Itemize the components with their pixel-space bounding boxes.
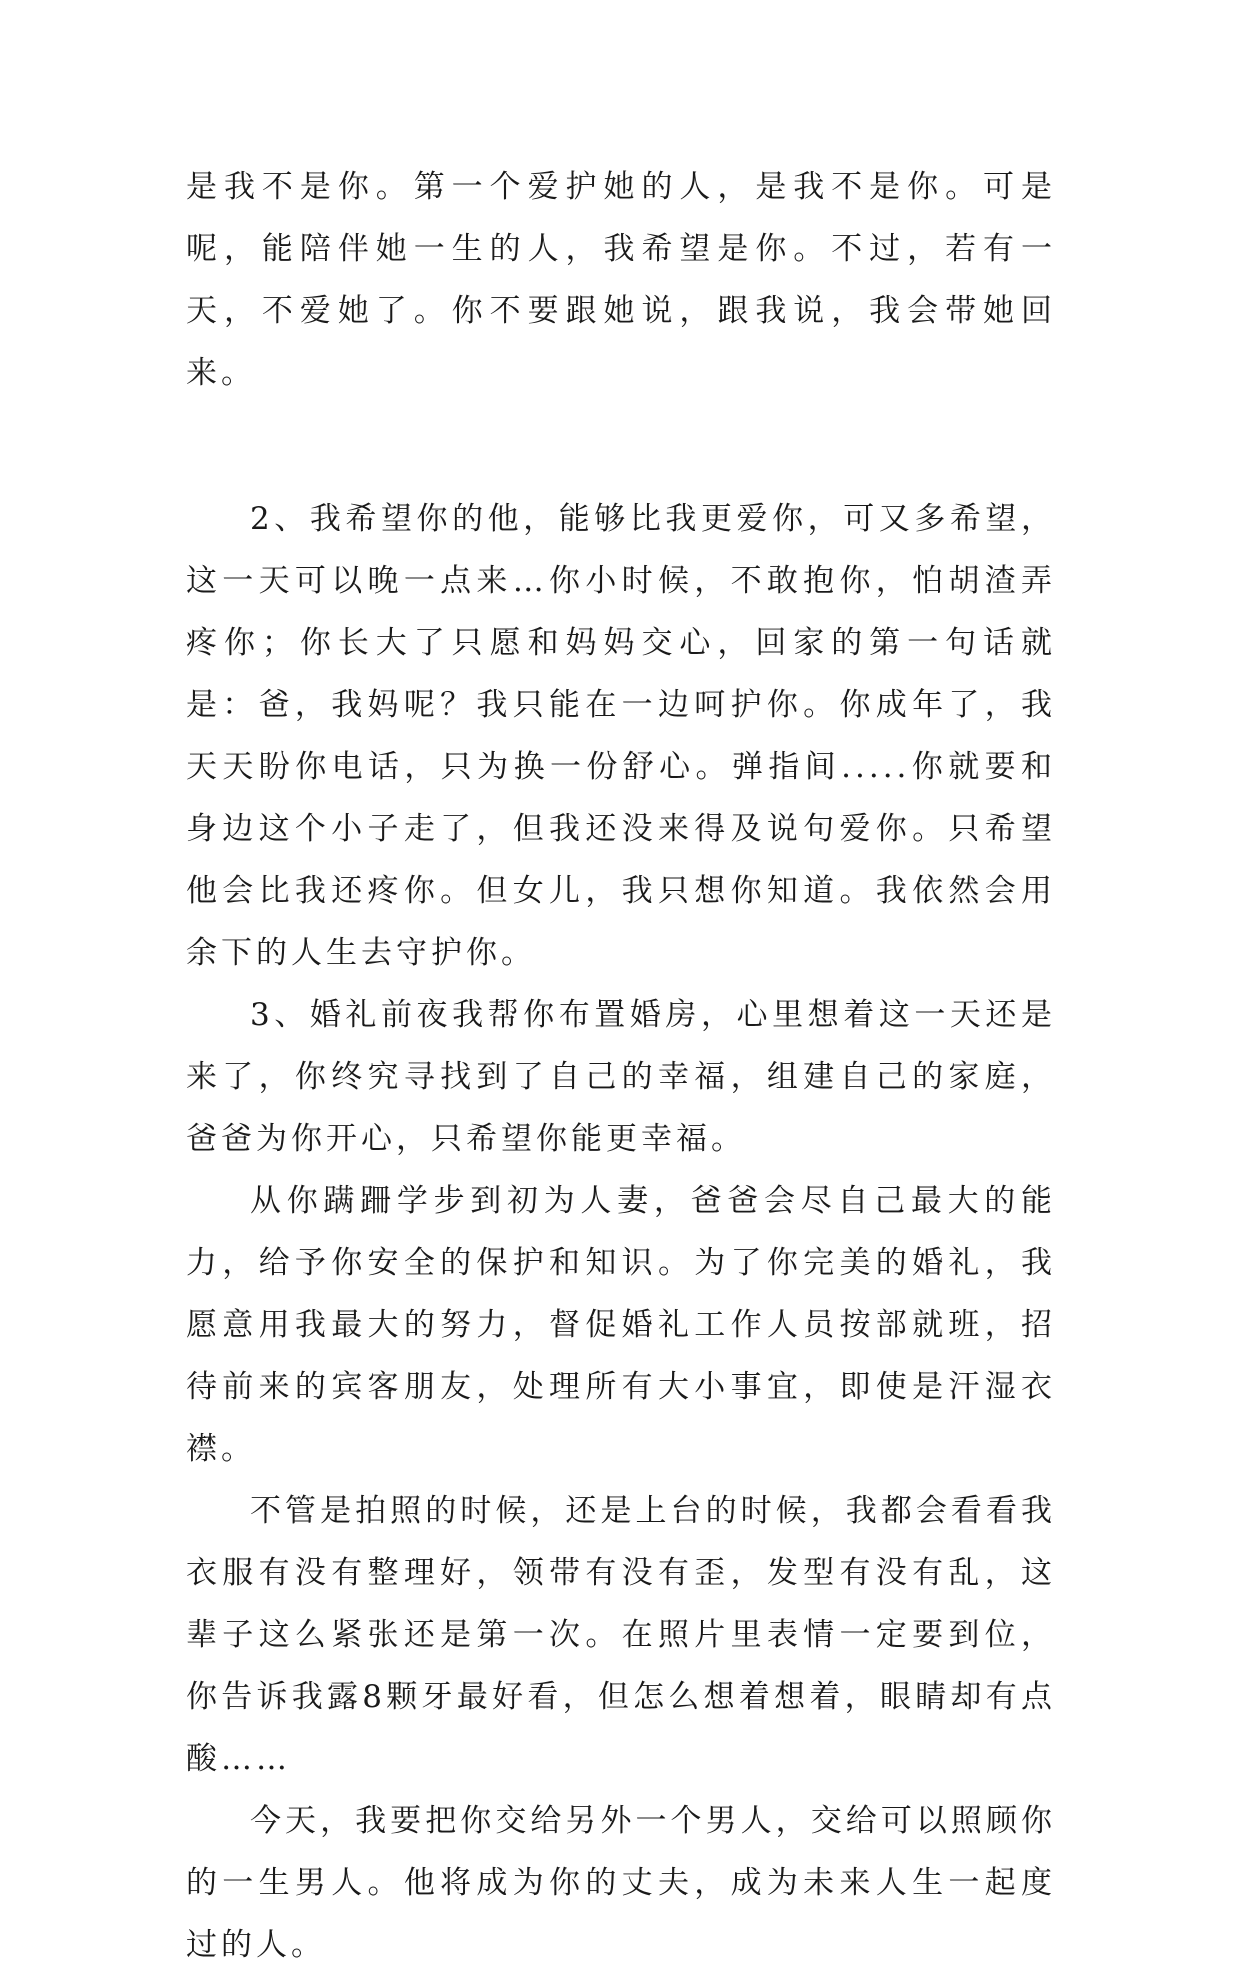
document-body <box>186 156 1056 1976</box>
paragraph-5: 不管是拍照的时候，还是上台的时候，我都会看看我衣服有没有整理好，领带有没有歪，发型有没有乱，这辈子这么紧张还是第一次。在照片里表情一定要到位，你告诉我露8颗牙最好看，但怎么想着想着，眼睛却有点酸…… <box>186 1493 1056 1777</box>
paragraph-4: 从你蹒跚学步到初为人妻，爸爸会尽自己最大的能力，给予你安全的保护和知识。为了你完美的婚礼，我愿意用我最大的努力，督促婚礼工作人员按部就班，招待前来的宾客朋友，处理所有大小事宜，即使是汗湿衣襟。 <box>186 1183 1056 1467</box>
paragraph-continuation: 是我不是你。第一个爱护她的人，是我不是你。可是呢，能陪伴她一生的人，我希望是你。不过，若有一天，不爱她了。你不要跟她说，跟我说，我会带她回来。 <box>186 169 1056 391</box>
paragraph-2: 2、我希望你的他，能够比我更爱你，可又多希望，这一天可以晚一点来…你小时候，不敢抱你，怕胡渣弄疼你；你长大了只愿和妈妈交心，回家的第一句话就是：爸，我妈呢？我只能在一边呵护你。你成年了，我天天盼你电话，只为换一份舒心。弹指间.....你就要和身边这个小子走了，但我还没来得及说句爱你。只希望他会比我还疼你。但女儿，我只想你知道。我依然会用余下的人生去守护你。 <box>186 501 1056 971</box>
paragraph-6: 今天，我要把你交给另外一个男人，交给可以照顾你的一生男人。他将成为你的丈夫，成为未来人生一起度过的人。 <box>186 1803 1056 1963</box>
paragraph-3: 3、婚礼前夜我帮你布置婚房，心里想着这一天还是来了，你终究寻找到了自己的幸福，组建自己的家庭，爸爸为你开心，只希望你能更幸福。 <box>186 997 1056 1157</box>
